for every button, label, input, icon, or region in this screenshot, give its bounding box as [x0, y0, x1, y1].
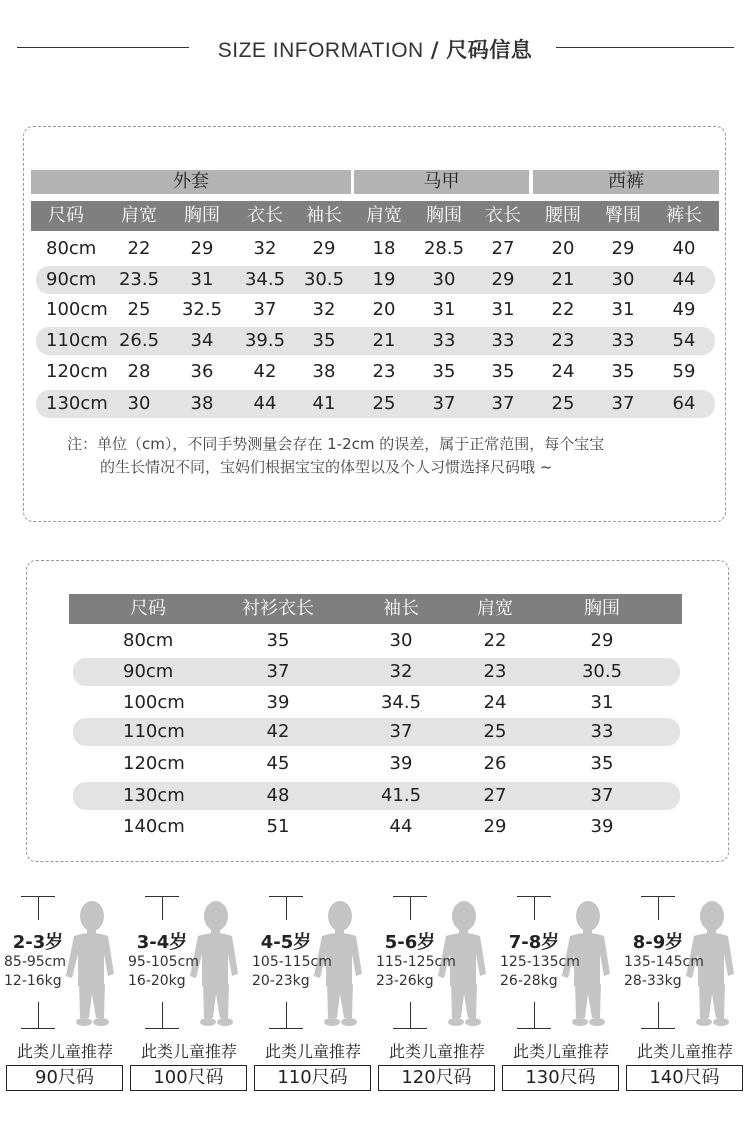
table1-cell: 41	[312, 393, 336, 414]
height-marker-line	[162, 896, 163, 920]
table1-size-cell: 100cm	[46, 299, 108, 320]
table2-cell: 39	[266, 692, 290, 713]
table2-cell: 25	[483, 721, 507, 742]
table2-cell: 37	[266, 661, 290, 682]
table1-cell: 34.5	[244, 269, 286, 290]
height-range: 115-125cm	[376, 954, 456, 970]
table1-column-header: 肩宽	[121, 205, 157, 226]
table1-size-cell: 120cm	[46, 361, 108, 382]
recommend-label: 此类儿童推荐	[636, 1042, 733, 1061]
table1-cell: 37	[491, 393, 515, 414]
table1-cell: 31	[432, 299, 456, 320]
table2-column-header: 尺码	[130, 598, 166, 619]
weight-range: 12-16kg	[4, 973, 62, 989]
height-marker-line	[534, 896, 535, 920]
table1-size-cell: 110cm	[46, 330, 108, 351]
table2-cell: 42	[266, 721, 290, 742]
age-range: 4-5岁	[260, 932, 312, 953]
table1-cell: 21	[551, 269, 575, 290]
table2-cell: 29	[483, 816, 507, 837]
table1-column-header: 衣长	[485, 205, 521, 226]
page-title	[0, 34, 750, 64]
table1-cell: 35	[432, 361, 456, 382]
table1-cell: 42	[253, 361, 277, 382]
recommend-label: 此类儿童推荐	[264, 1042, 361, 1061]
table2-column-header: 衬衫衣长	[242, 598, 314, 619]
table1-column-header: 胸围	[184, 205, 220, 226]
table1-column-header: 胸围	[426, 205, 462, 226]
table1-cell: 32	[253, 238, 277, 259]
table1-cell: 25	[372, 393, 396, 414]
height-marker-bottom	[517, 1028, 551, 1029]
height-range: 135-145cm	[624, 954, 704, 970]
table1-column-header: 衣长	[247, 205, 283, 226]
page-title-slash: /	[430, 38, 440, 62]
table1-cell: 35	[611, 361, 635, 382]
table1-cell: 32	[312, 299, 336, 320]
table1-cell: 38	[190, 393, 214, 414]
table2-cell: 37	[389, 721, 413, 742]
table1-cell: 21	[372, 330, 396, 351]
weight-range: 28-33kg	[624, 973, 682, 989]
table2-cell: 48	[266, 785, 290, 806]
size-recommendation-card	[4, 892, 126, 1092]
height-range: 105-115cm	[252, 954, 332, 970]
size-note-line2: 的生长情况不同，宝妈们根据宝宝的体型以及个人习惯选择尺码哦 ~	[100, 458, 553, 476]
table1-cell: 34	[190, 330, 214, 351]
height-marker-bottom	[641, 1028, 675, 1029]
table1-cell: 44	[672, 269, 696, 290]
table1-cell: 29	[491, 269, 515, 290]
table1-column-header: 腰围	[545, 205, 581, 226]
size-recommendation-card	[252, 892, 374, 1092]
size-recommendation-card	[624, 892, 746, 1092]
table1-cell: 31	[190, 269, 214, 290]
table1-column-header: 裤长	[666, 205, 702, 226]
weight-range: 26-28kg	[500, 973, 558, 989]
table1-cell: 23	[551, 330, 575, 351]
table2-cell: 22	[483, 630, 507, 651]
recommended-size: 120尺码	[378, 1065, 495, 1091]
table1-cell: 37	[253, 299, 277, 320]
table2-size-cell: 100cm	[123, 692, 185, 713]
table1-column-header: 袖长	[306, 205, 342, 226]
recommended-size: 140尺码	[626, 1065, 743, 1091]
table1-cell: 40	[672, 238, 696, 259]
table1-size-cell: 90cm	[46, 269, 97, 290]
table1-cell: 26.5	[118, 330, 160, 351]
size-note-line1: 注：单位（cm），不同手势测量会存在 1-2cm 的误差，属于正常范围，每个宝宝	[67, 435, 605, 453]
table1-size-cell: 80cm	[46, 238, 97, 259]
table2-cell: 30	[389, 630, 413, 651]
table1-cell: 33	[491, 330, 515, 351]
table1-cell: 30	[432, 269, 456, 290]
size-recommendation-card	[128, 892, 250, 1092]
table2-cell: 30.5	[581, 661, 623, 682]
table1-cell: 32.5	[181, 299, 223, 320]
table2-cell: 31	[590, 692, 614, 713]
table2-cell: 26	[483, 753, 507, 774]
table2-size-cell: 80cm	[123, 630, 174, 651]
table1-cell: 33	[611, 330, 635, 351]
height-marker-line	[38, 1002, 39, 1028]
table2-cell: 34.5	[380, 692, 422, 713]
table2-cell: 27	[483, 785, 507, 806]
table1-cell: 30	[127, 393, 151, 414]
table1-cell: 28.5	[423, 238, 465, 259]
age-range: 2-3岁	[12, 932, 64, 953]
table1-cell: 20	[551, 238, 575, 259]
table1-cell: 59	[672, 361, 696, 382]
recommend-label: 此类儿童推荐	[512, 1042, 609, 1061]
group-header-vest: 马甲	[354, 170, 529, 194]
table1-cell: 18	[372, 238, 396, 259]
table2-cell: 44	[389, 816, 413, 837]
table2-size-cell: 140cm	[123, 816, 185, 837]
table2-size-cell: 90cm	[123, 661, 174, 682]
recommended-size: 110尺码	[254, 1065, 371, 1091]
table2-cell: 35	[590, 753, 614, 774]
table2-cell: 35	[266, 630, 290, 651]
table2-column-header: 肩宽	[477, 598, 513, 619]
recommend-label: 此类儿童推荐	[388, 1042, 485, 1061]
table2-cell: 24	[483, 692, 507, 713]
table1-cell: 49	[672, 299, 696, 320]
table2-cell: 33	[590, 721, 614, 742]
height-marker-line	[162, 1002, 163, 1028]
age-range: 8-9岁	[632, 932, 684, 953]
height-marker-bottom	[393, 1028, 427, 1029]
height-marker-line	[286, 1002, 287, 1028]
table2-column-header: 胸围	[584, 598, 620, 619]
table1-cell: 20	[372, 299, 396, 320]
table2-size-cell: 130cm	[123, 785, 185, 806]
table2-column-header: 袖长	[383, 598, 419, 619]
table1-cell: 30.5	[303, 269, 345, 290]
recommended-size: 130尺码	[502, 1065, 619, 1091]
table1-cell: 28	[127, 361, 151, 382]
table1-cell: 38	[312, 361, 336, 382]
table1-column-header: 肩宽	[366, 205, 402, 226]
table2-cell: 32	[389, 661, 413, 682]
table1-cell: 24	[551, 361, 575, 382]
table1-cell: 37	[611, 393, 635, 414]
table1-column-header: 臀围	[605, 205, 641, 226]
table2-cell: 37	[590, 785, 614, 806]
weight-range: 20-23kg	[252, 973, 310, 989]
group-header-jacket: 外套	[31, 170, 351, 194]
group-header-pants: 西裤	[533, 170, 719, 194]
height-marker-line	[658, 1002, 659, 1028]
height-marker-bottom	[269, 1028, 303, 1029]
table2-cell: 51	[266, 816, 290, 837]
height-range: 125-135cm	[500, 954, 580, 970]
table1-cell: 36	[190, 361, 214, 382]
table1-cell: 29	[190, 238, 214, 259]
table1-cell: 44	[253, 393, 277, 414]
table1-column-header: 尺码	[48, 205, 84, 226]
recommend-label: 此类儿童推荐	[16, 1042, 113, 1061]
weight-range: 16-20kg	[128, 973, 186, 989]
age-range: 5-6岁	[384, 932, 436, 953]
height-marker-line	[38, 896, 39, 920]
table1-cell: 29	[611, 238, 635, 259]
table1-cell: 22	[551, 299, 575, 320]
table1-cell: 23	[372, 361, 396, 382]
table1-size-cell: 130cm	[46, 393, 108, 414]
age-range: 7-8岁	[508, 932, 560, 953]
page-title-cn: 尺码信息	[446, 38, 533, 62]
page-title-en: SIZE INFORMATION	[217, 39, 424, 62]
table1-cell: 39.5	[244, 330, 286, 351]
table1-cell: 23.5	[118, 269, 160, 290]
table1-cell: 37	[432, 393, 456, 414]
recommended-size: 90尺码	[6, 1065, 123, 1091]
table1-cell: 64	[672, 393, 696, 414]
table1-cell: 31	[491, 299, 515, 320]
table2-size-cell: 120cm	[123, 753, 185, 774]
height-marker-line	[286, 896, 287, 920]
table1-cell: 33	[432, 330, 456, 351]
height-range: 95-105cm	[128, 954, 199, 970]
height-marker-bottom	[145, 1028, 179, 1029]
table2-cell: 45	[266, 753, 290, 774]
table1-cell: 54	[672, 330, 696, 351]
table1-cell: 35	[312, 330, 336, 351]
recommend-label: 此类儿童推荐	[140, 1042, 237, 1061]
height-marker-bottom	[21, 1028, 55, 1029]
weight-range: 23-26kg	[376, 973, 434, 989]
table1-cell: 30	[611, 269, 635, 290]
table2-size-cell: 110cm	[123, 721, 185, 742]
table2-cell: 39	[389, 753, 413, 774]
table1-cell: 35	[491, 361, 515, 382]
size-recommendation-card	[500, 892, 622, 1092]
table1-cell: 25	[551, 393, 575, 414]
height-marker-line	[658, 896, 659, 920]
height-marker-line	[410, 896, 411, 920]
table1-cell: 22	[127, 238, 151, 259]
height-marker-line	[534, 1002, 535, 1028]
table1-cell: 31	[611, 299, 635, 320]
child-silhouette-icon	[58, 894, 120, 1036]
table1-cell: 27	[491, 238, 515, 259]
table2-cell: 41.5	[380, 785, 422, 806]
table1-cell: 29	[312, 238, 336, 259]
table2-cell: 23	[483, 661, 507, 682]
height-marker-line	[410, 1002, 411, 1028]
table1-cell: 25	[127, 299, 151, 320]
height-range: 85-95cm	[4, 954, 67, 970]
size-recommendation-card	[376, 892, 498, 1092]
age-range: 3-4岁	[136, 932, 188, 953]
table2-cell: 39	[590, 816, 614, 837]
table2-cell: 29	[590, 630, 614, 651]
recommended-size: 100尺码	[130, 1065, 247, 1091]
table1-cell: 19	[372, 269, 396, 290]
